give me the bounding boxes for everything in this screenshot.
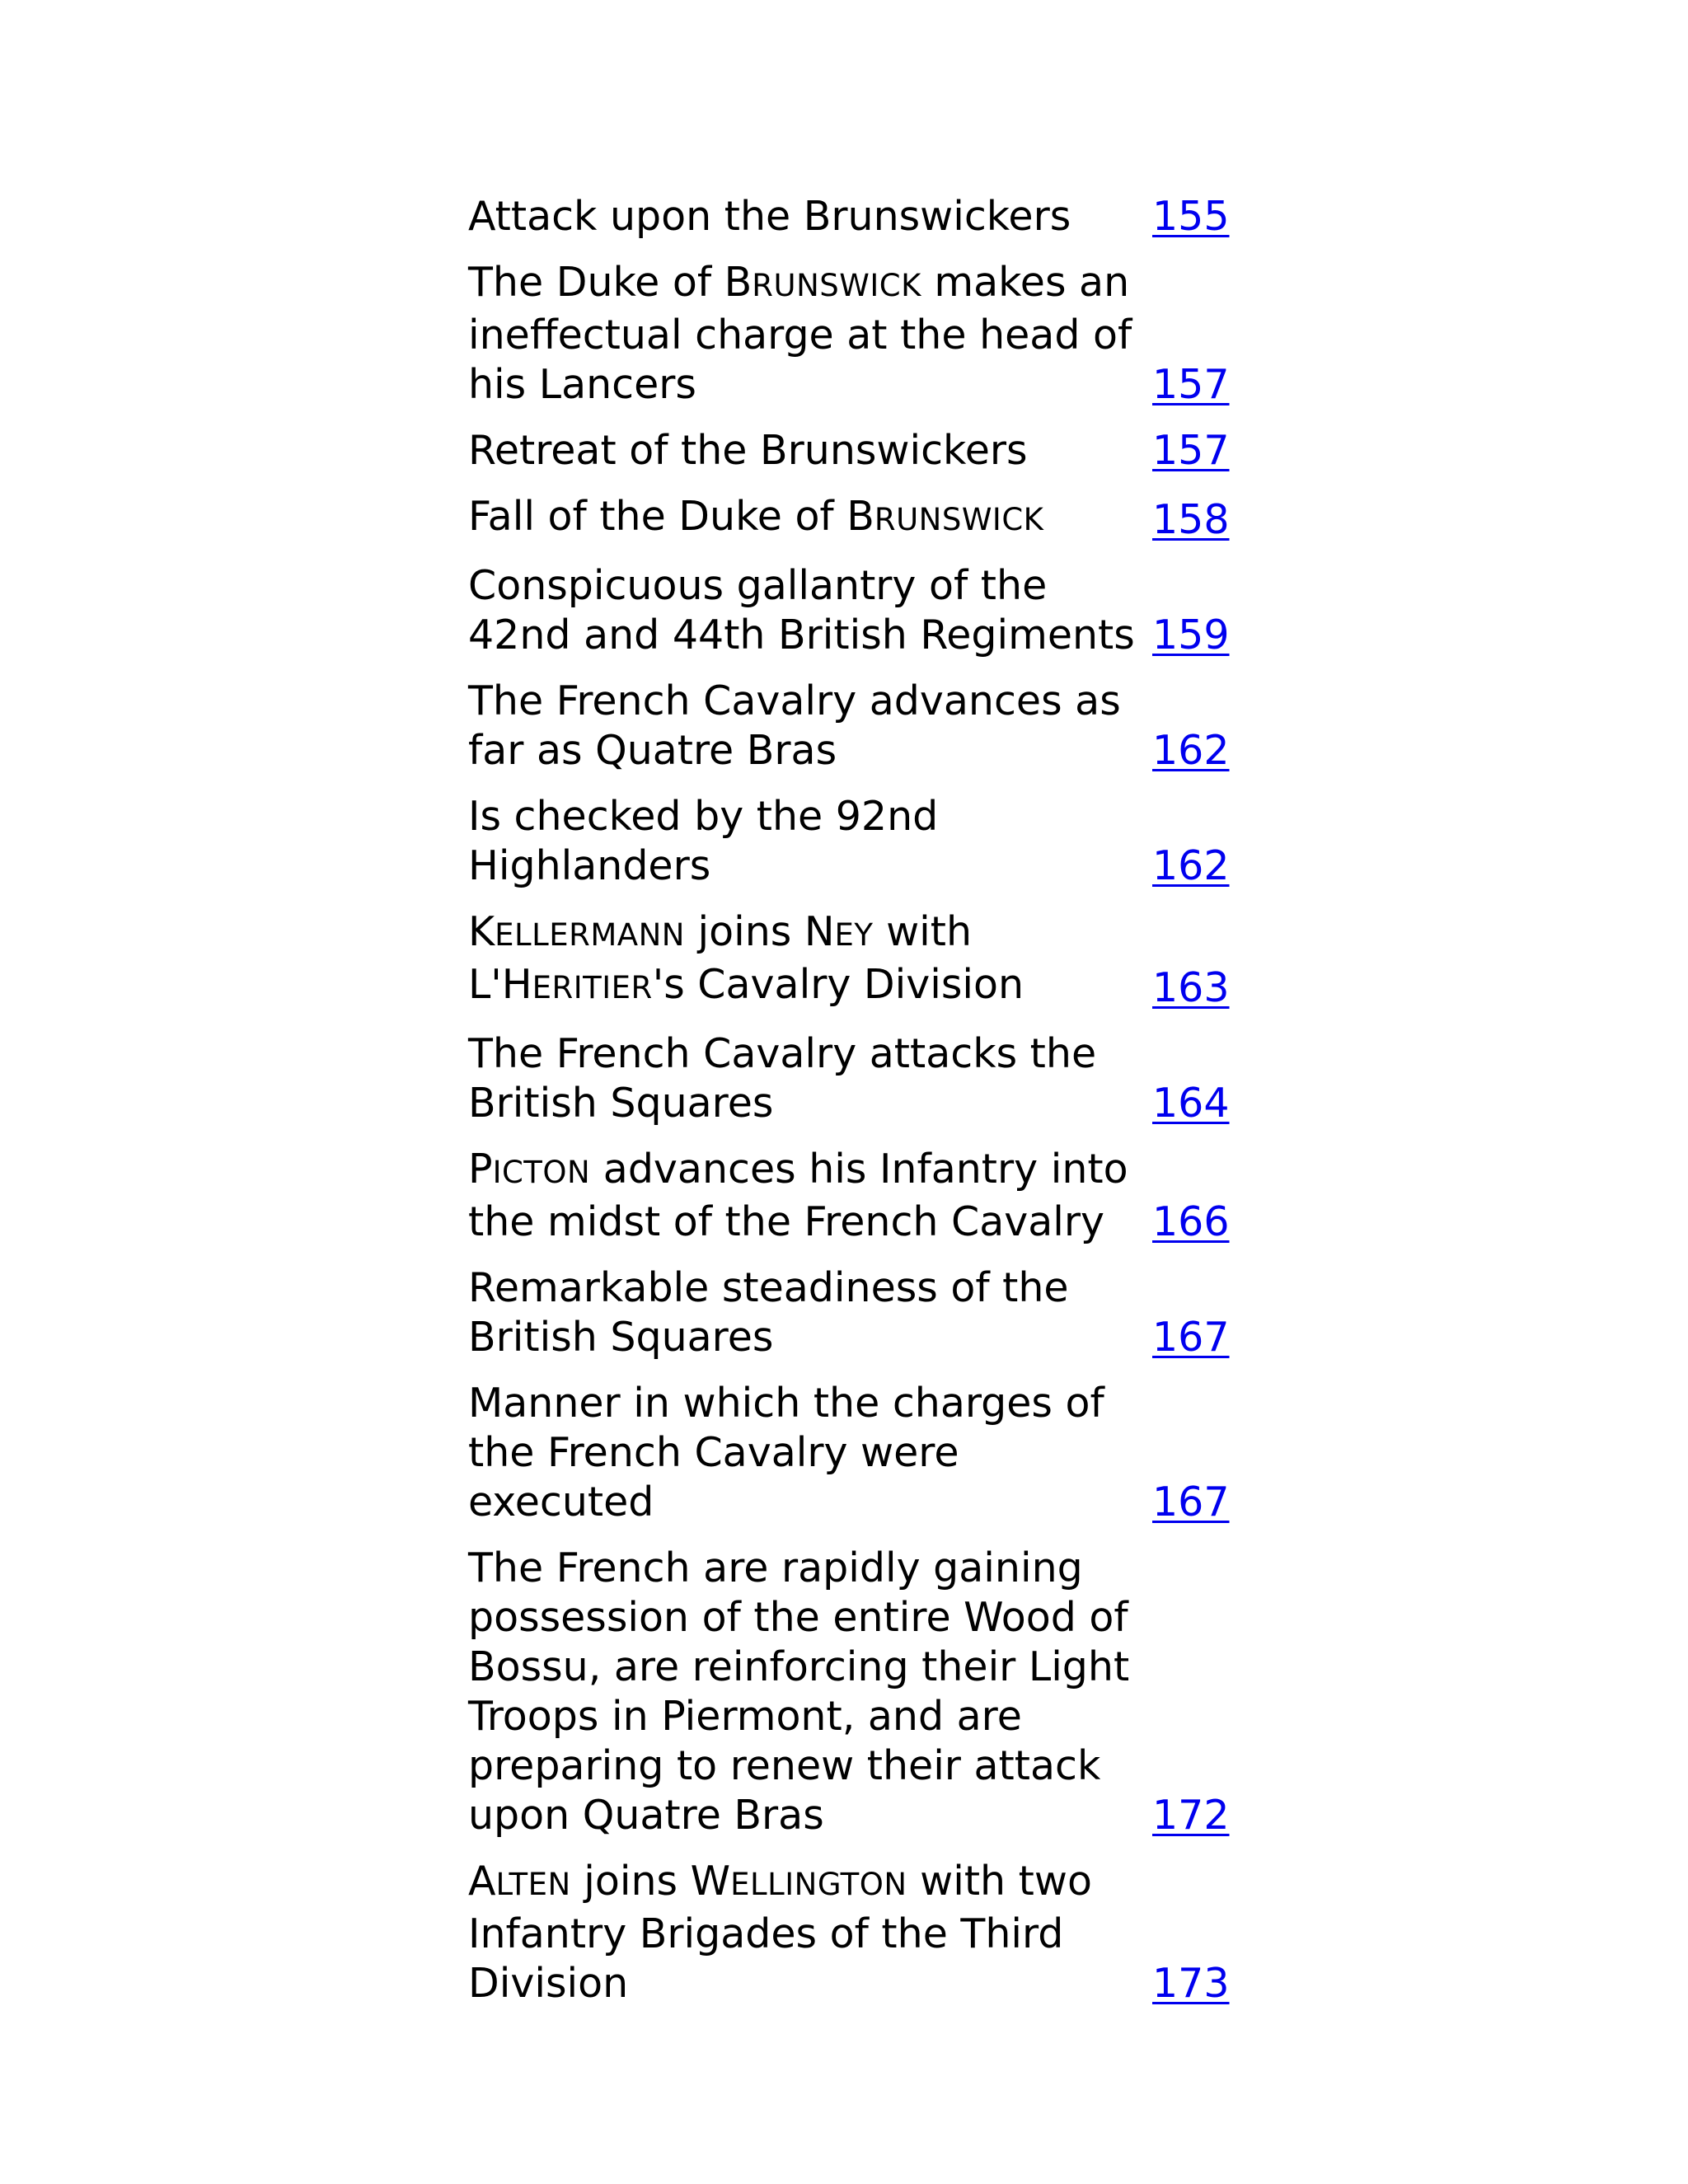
toc-entry bbox=[468, 1263, 1230, 1379]
toc-entry-page-cell bbox=[1152, 492, 1230, 561]
page-number-link[interactable]: 167 bbox=[1152, 1314, 1230, 1361]
title-text: with two Infantry Brigades of the Third Division bbox=[468, 1858, 1092, 2007]
toc-entry bbox=[468, 492, 1230, 561]
toc-entry bbox=[468, 1544, 1230, 1857]
title-text: K bbox=[468, 908, 495, 955]
title-text: Fall of the Duke of B bbox=[468, 493, 874, 540]
small-caps-name: RUNSWICK bbox=[752, 268, 921, 303]
title-text: The French are rapidly gaining possession of the entire Wood of Bossu, are reinforcing their Light Troops in Piermont, and are preparing to renew their attack upon Quatre Bras bbox=[468, 1544, 1130, 1839]
page-number-link[interactable]: 163 bbox=[1152, 964, 1230, 1011]
toc-entry-page-cell bbox=[1152, 561, 1230, 677]
page-number-link[interactable]: 157 bbox=[1152, 361, 1230, 408]
page-number-link[interactable]: 172 bbox=[1152, 1792, 1230, 1839]
toc-entry-title bbox=[468, 192, 1152, 258]
page-number-link[interactable]: 167 bbox=[1152, 1479, 1230, 1526]
toc-entry-title bbox=[468, 561, 1152, 677]
toc-entry-page-cell bbox=[1152, 258, 1230, 426]
toc-entry-page-cell bbox=[1152, 426, 1230, 492]
toc-entry-title bbox=[468, 1857, 1152, 2025]
toc-entry-title bbox=[468, 426, 1152, 492]
toc-entry bbox=[468, 1857, 1230, 2025]
title-text: Manner in which the charges of the French Cavalry were executed bbox=[468, 1380, 1104, 1526]
toc-entry bbox=[468, 1379, 1230, 1544]
toc-entry bbox=[468, 192, 1230, 258]
title-text: Retreat of the Brunswickers bbox=[468, 427, 1028, 474]
toc-entry-title bbox=[468, 1263, 1152, 1379]
page-number-link[interactable]: 166 bbox=[1152, 1198, 1230, 1245]
toc-entry-page-cell bbox=[1152, 907, 1230, 1029]
page-number-link[interactable]: 155 bbox=[1152, 193, 1230, 240]
toc-entry-title bbox=[468, 492, 1152, 561]
toc-entry-title bbox=[468, 792, 1152, 907]
page-number-link[interactable]: 164 bbox=[1152, 1080, 1230, 1127]
toc-entry-page-cell bbox=[1152, 677, 1230, 792]
page-number-link[interactable]: 173 bbox=[1152, 1960, 1230, 2007]
toc-entry-page-cell bbox=[1152, 1379, 1230, 1544]
page-number-link[interactable]: 159 bbox=[1152, 612, 1230, 658]
toc-entry bbox=[468, 426, 1230, 492]
toc-entry-page-cell bbox=[1152, 1263, 1230, 1379]
title-text: advances his Infantry into the midst of the French Cavalry bbox=[468, 1146, 1128, 1245]
toc-body bbox=[468, 192, 1230, 2025]
toc-entry bbox=[468, 561, 1230, 677]
toc-entry-page-cell bbox=[1152, 192, 1230, 258]
title-text: Conspicuous gallantry of the 42nd and 44th British Regiments bbox=[468, 562, 1135, 658]
title-text: Attack upon the Brunswickers bbox=[468, 193, 1071, 240]
small-caps-name: ERITIER bbox=[532, 970, 653, 1005]
toc-entry-page-cell bbox=[1152, 1544, 1230, 1857]
title-text: makes an ineffectual charge at the head of his Lancers bbox=[468, 259, 1132, 408]
title-text: The French Cavalry advances as far as Quatre Bras bbox=[468, 677, 1121, 774]
title-text: A bbox=[468, 1858, 496, 1905]
title-text: with L'H bbox=[468, 908, 973, 1008]
toc-entry-title bbox=[468, 907, 1152, 1029]
small-caps-name: ELLERMANN bbox=[495, 917, 685, 953]
page-number-link[interactable]: 162 bbox=[1152, 727, 1230, 774]
page-number-link[interactable]: 162 bbox=[1152, 842, 1230, 889]
small-caps-name: RUNSWICK bbox=[874, 502, 1044, 537]
toc-entry bbox=[468, 907, 1230, 1029]
toc-entry bbox=[468, 258, 1230, 426]
toc-entry bbox=[468, 792, 1230, 907]
toc-entry-page-cell bbox=[1152, 792, 1230, 907]
toc-entry-title bbox=[468, 258, 1152, 426]
toc-entry-title bbox=[468, 1029, 1152, 1145]
title-text: joins W bbox=[570, 1858, 731, 1905]
title-text: The Duke of B bbox=[468, 259, 753, 306]
title-text: Is checked by the 92nd Highlanders bbox=[468, 793, 939, 889]
small-caps-name: ICTON bbox=[492, 1155, 591, 1190]
toc-entry-title bbox=[468, 1145, 1152, 1263]
small-caps-name: LTEN bbox=[495, 1867, 571, 1902]
title-text: 's Cavalry Division bbox=[652, 961, 1025, 1008]
toc-entry-page-cell bbox=[1152, 1857, 1230, 2025]
table-of-contents bbox=[468, 192, 1230, 2025]
toc-entry-title bbox=[468, 1544, 1152, 1857]
small-caps-name: ELLINGTON bbox=[730, 1867, 907, 1902]
page-number-link[interactable]: 158 bbox=[1152, 496, 1230, 543]
title-text: P bbox=[468, 1146, 493, 1193]
toc-entry bbox=[468, 1029, 1230, 1145]
toc-entry bbox=[468, 1145, 1230, 1263]
title-text: The French Cavalry attacks the British Squares bbox=[468, 1030, 1097, 1127]
title-text: Remarkable steadiness of the British Squares bbox=[468, 1264, 1069, 1361]
toc-entry-title bbox=[468, 1379, 1152, 1544]
page-number-link[interactable]: 157 bbox=[1152, 427, 1230, 474]
toc-entry-page-cell bbox=[1152, 1029, 1230, 1145]
small-caps-name: EY bbox=[834, 917, 874, 953]
toc-entry bbox=[468, 677, 1230, 792]
toc-entry-title bbox=[468, 677, 1152, 792]
title-text: joins N bbox=[684, 908, 835, 955]
toc-entry-page-cell bbox=[1152, 1145, 1230, 1263]
